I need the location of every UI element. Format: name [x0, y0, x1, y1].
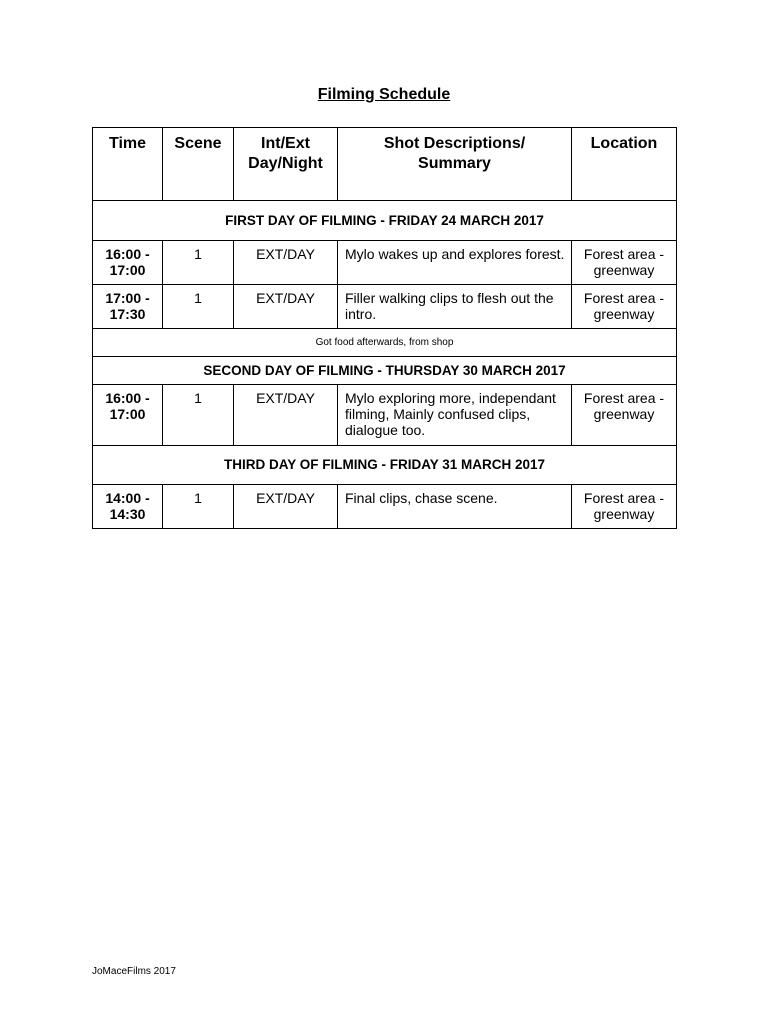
header-intext-line2: Day/Night — [248, 155, 323, 172]
location-cell — [572, 385, 677, 446]
time-start: 16:00 - — [105, 246, 150, 262]
intext-cell: EXT/DAY — [234, 485, 338, 529]
location-line1: Forest area - — [583, 490, 665, 506]
time-end: 17:30 — [109, 306, 146, 322]
location-cell — [572, 241, 677, 285]
location-cell — [572, 285, 677, 329]
table-row — [93, 485, 677, 529]
header-desc-line2: Summary — [418, 155, 491, 172]
description-cell: Mylo wakes up and explores forest. — [338, 241, 572, 285]
header-time: Time — [93, 128, 163, 201]
location-line1: Forest area - — [583, 390, 665, 406]
description-cell: Mylo exploring more, independant filming, Mainly confused clips, dialogue too. — [338, 385, 572, 446]
description-cell: Filler walking clips to flesh out the intro. — [338, 285, 572, 329]
table-row — [93, 241, 677, 285]
header-intext — [234, 128, 338, 201]
scene-cell: 1 — [163, 485, 234, 529]
scene-cell: 1 — [163, 385, 234, 446]
location-line1: Forest area - — [583, 290, 665, 306]
time-end: 14:30 — [109, 506, 146, 522]
note-row — [93, 329, 677, 357]
time-start: 14:00 - — [105, 490, 150, 506]
header-row — [93, 128, 677, 201]
day-heading-row — [93, 201, 677, 241]
day-heading: SECOND DAY OF FILMING - THURSDAY 30 MARCH 2017 — [93, 357, 677, 385]
time-end: 17:00 — [109, 262, 146, 278]
location-line1: Forest area - — [583, 246, 665, 262]
header-intext-line1: Int/Ext — [261, 135, 310, 152]
note-text: Got food afterwards, from shop — [93, 329, 677, 357]
table-row — [93, 385, 677, 446]
table-row — [93, 285, 677, 329]
day-heading-row — [93, 357, 677, 385]
intext-cell: EXT/DAY — [234, 385, 338, 446]
location-cell — [572, 485, 677, 529]
day-heading: THIRD DAY OF FILMING - FRIDAY 31 MARCH 2017 — [93, 446, 677, 485]
time-cell — [93, 385, 163, 446]
footer-text: JoMaceFilms 2017 — [92, 966, 176, 977]
location-line2: greenway — [593, 506, 655, 522]
location-line2: greenway — [593, 406, 655, 422]
time-cell — [93, 241, 163, 285]
description-cell: Final clips, chase scene. — [338, 485, 572, 529]
time-start: 17:00 - — [105, 290, 150, 306]
day-heading: FIRST DAY OF FILMING - FRIDAY 24 MARCH 2017 — [93, 201, 677, 241]
location-line2: greenway — [593, 306, 655, 322]
time-cell — [93, 485, 163, 529]
scene-cell: 1 — [163, 241, 234, 285]
page-title: Filming Schedule — [317, 86, 451, 103]
time-start: 16:00 - — [105, 390, 150, 406]
header-desc-line1: Shot Descriptions/ — [383, 135, 526, 152]
schedule-table — [92, 127, 677, 529]
time-end: 17:00 — [109, 406, 146, 422]
scene-cell: 1 — [163, 285, 234, 329]
header-description — [338, 128, 572, 201]
header-scene: Scene — [163, 128, 234, 201]
day-heading-row — [93, 446, 677, 485]
time-cell — [93, 285, 163, 329]
intext-cell: EXT/DAY — [234, 285, 338, 329]
location-line2: greenway — [593, 262, 655, 278]
header-location: Location — [572, 128, 677, 201]
intext-cell: EXT/DAY — [234, 241, 338, 285]
